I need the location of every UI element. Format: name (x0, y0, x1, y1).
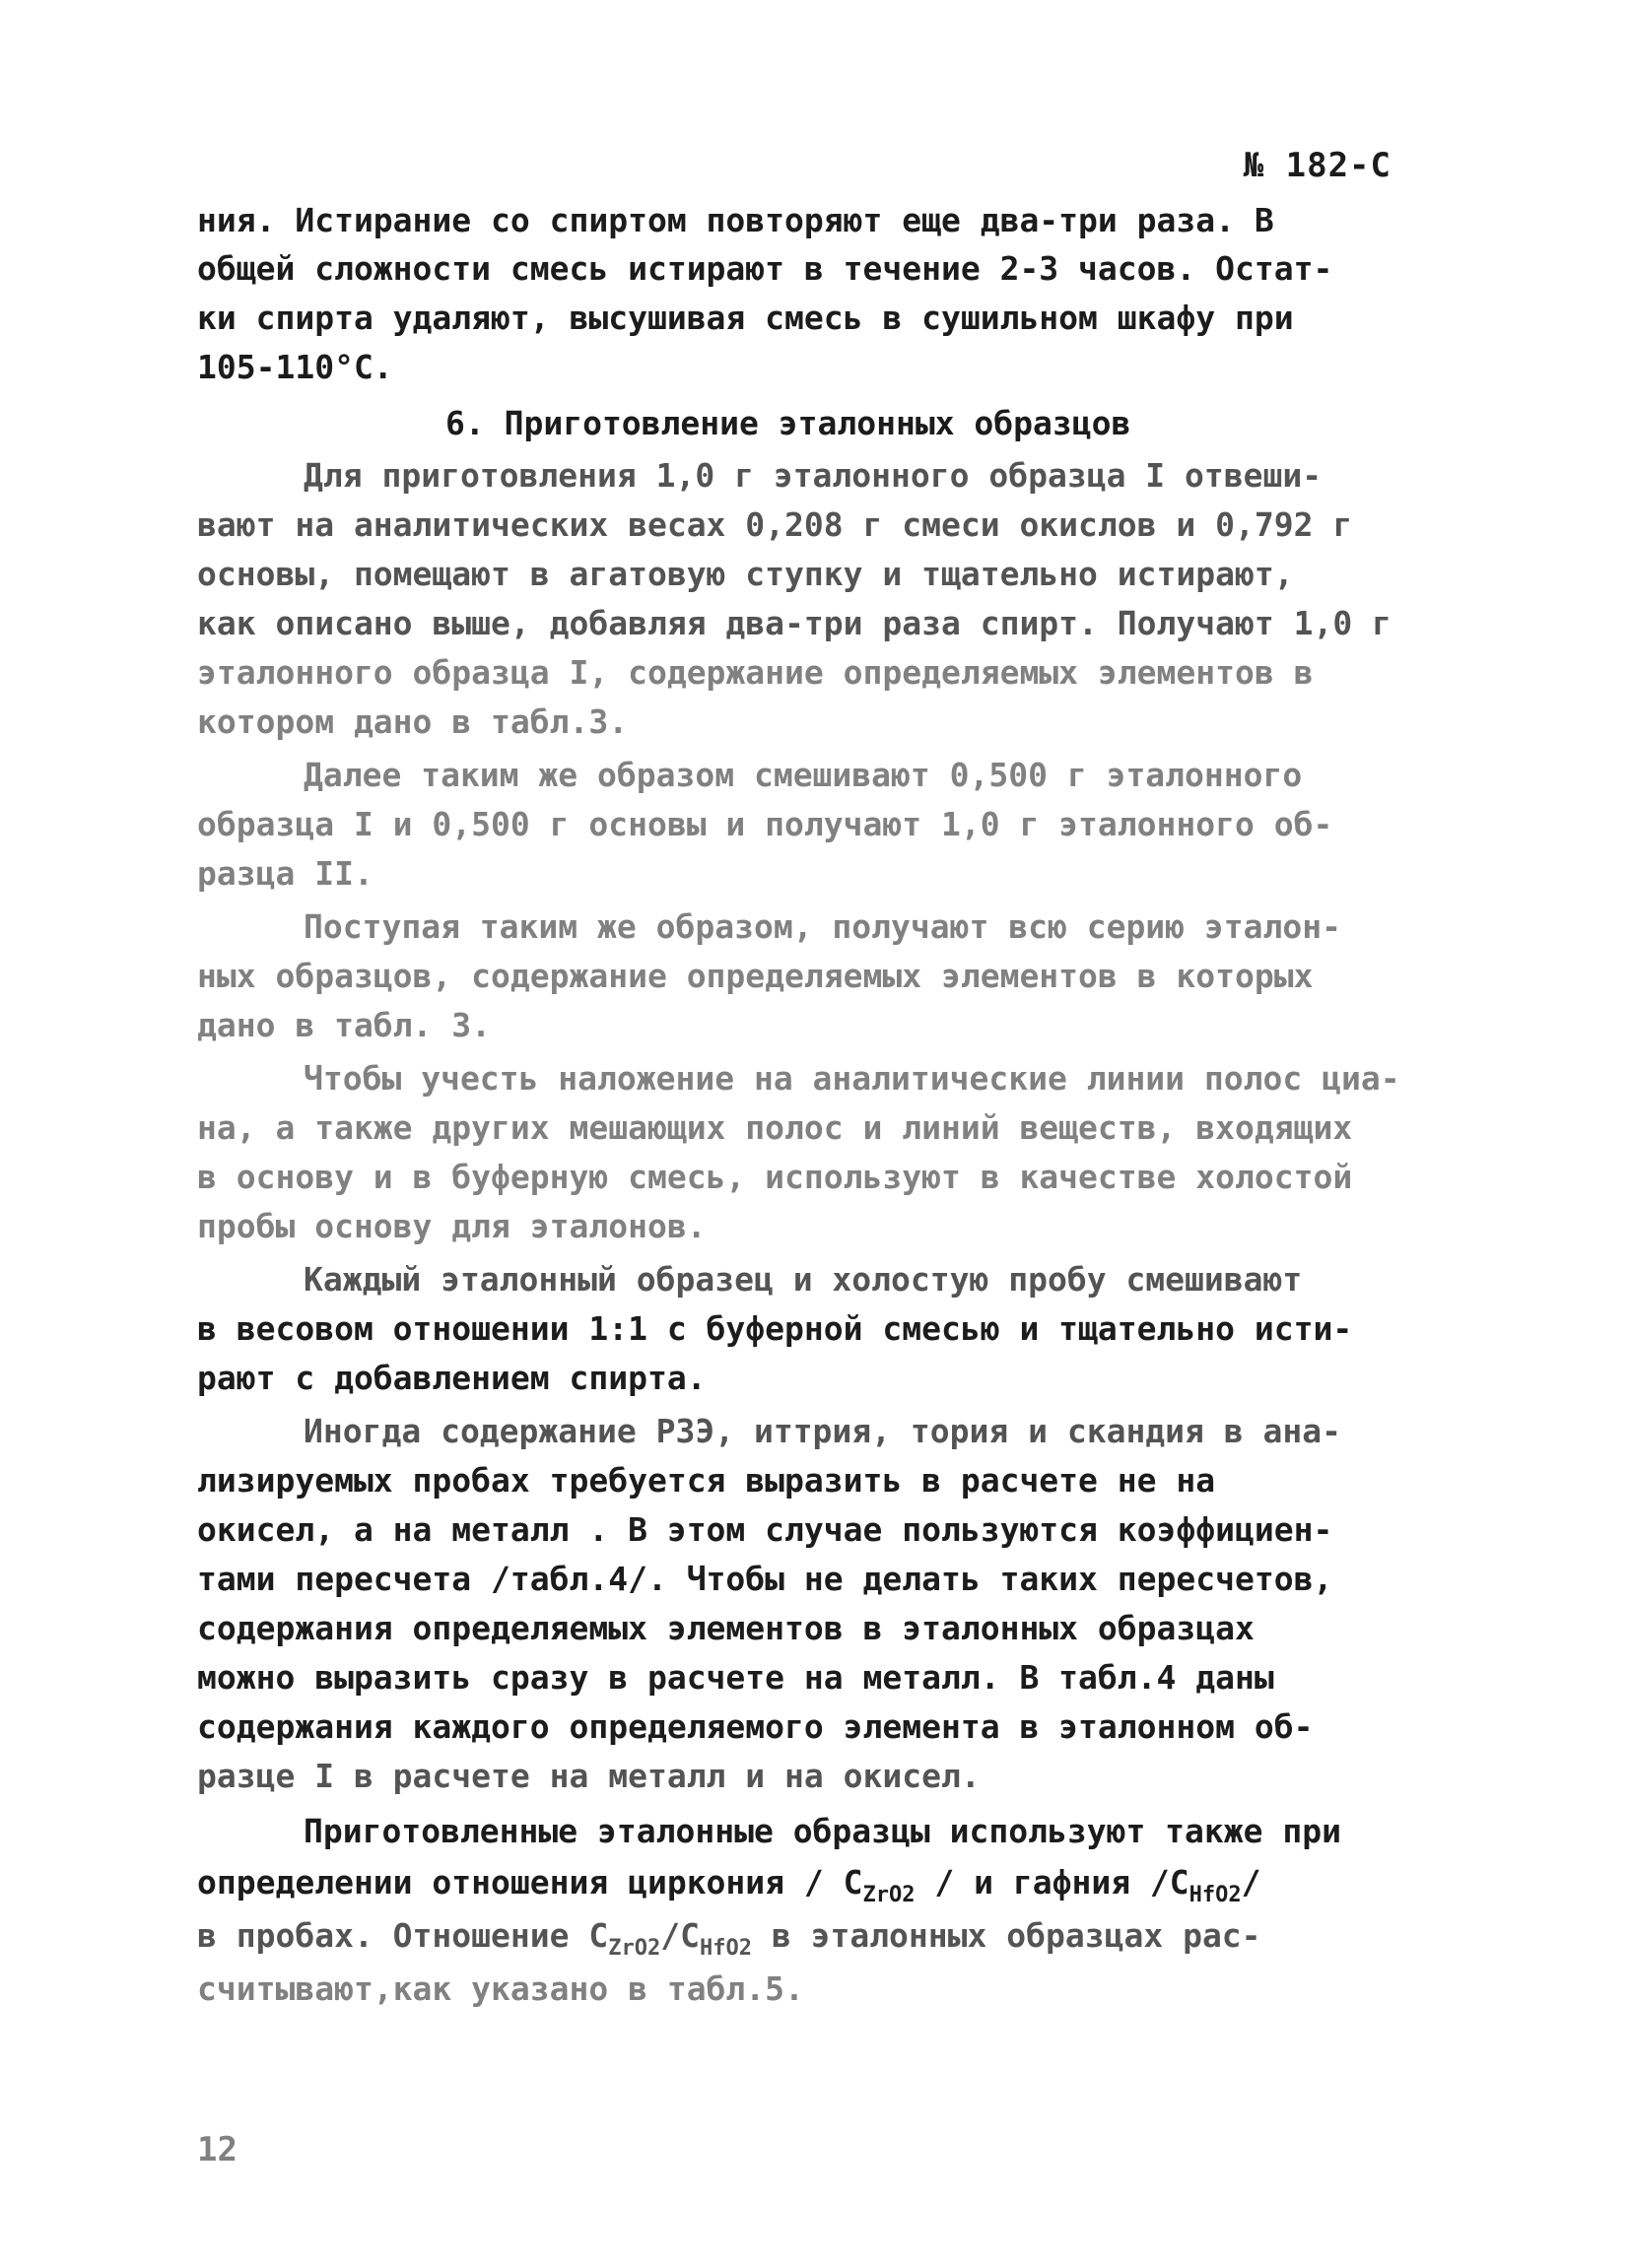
text-line: разце I в расчете на металл и на окисел. (197, 1757, 981, 1795)
text-line: ных образцов, содержание определяемых элементов в которых (197, 957, 1314, 995)
text-line: рают с добавлением спирта. (197, 1359, 707, 1397)
text-line: окисел, а на металл . В этом случае пользуются коэффициен- (197, 1510, 1333, 1549)
document-number: № 182-С (1243, 146, 1392, 185)
text-line: как описано выше, добавляя два-три раза спирт. Получают 1,0 г (197, 604, 1392, 642)
text-line: считывают,как указано в табл.5. (197, 1969, 804, 2008)
text-line: ния. Истирание со спиртом повторяют еще два-три раза. В (197, 201, 1274, 239)
text-line: основы, помещают в агатовую ступку и тщательно истирают, (197, 555, 1294, 593)
text-line-formula: в пробах. Отношение $C_{ZrO2}/C_{HfO2}$ в эталонных образцах рас- (197, 1916, 1261, 1961)
text-line: лизируемых пробах требуется выразить в расчете не на (197, 1461, 1216, 1500)
text-line: на, а также других мешающих полос и линий веществ, входящих (197, 1108, 1353, 1147)
text-line: Чтобы учесть наложение на аналитические линии полос циа- (304, 1059, 1400, 1098)
text-line: образца I и 0,500 г основы и получают 1,0 г эталонного об- (197, 805, 1333, 843)
text-line: тами пересчета /табл.4/. Чтобы не делать таких пересчетов, (197, 1560, 1333, 1598)
text-line: пробы основу для эталонов. (197, 1207, 707, 1245)
text-line: дано в табл. 3. (197, 1006, 492, 1044)
text-line: в весовом отношении 1:1 с буферной смесью и тщательно исти- (197, 1309, 1353, 1348)
text-line: содержания определяемых элементов в эталонных образцах (197, 1609, 1255, 1647)
text-line: Каждый эталонный образец и холостую пробу смешивают (304, 1260, 1303, 1299)
text-line: ки спирта удаляют, высушивая смесь в сушильном шкафу при (197, 299, 1294, 337)
text-line: Иногда содержание РЗЭ, иттрия, тория и скандия в ана- (304, 1412, 1341, 1450)
text-line: Далее таким же образом смешивают 0,500 г эталонного (304, 756, 1303, 794)
formula-text: определении отношения циркония / C (197, 1863, 863, 1901)
text-line: можно выразить сразу в расчете на металл. В табл.4 даны (197, 1658, 1274, 1697)
text-line: в основу и в буферную смесь, используют в качестве холостой (197, 1158, 1353, 1196)
text-line: разца II. (197, 854, 374, 893)
text-line: Поступая таким же образом, получают всю серию эталон- (304, 907, 1341, 946)
section-heading: 6. Приготовление эталонных образцов (445, 404, 1131, 442)
text-line: Приготовленные эталонные образцы используют также при (304, 1812, 1341, 1850)
text-line: эталонного образца I, содержание определяемых элементов в (197, 653, 1314, 692)
formula-text: в пробах. Отношение C (197, 1916, 609, 1955)
text-line: Для приготовления 1,0 г эталонного образца I отвеши- (304, 456, 1323, 495)
text-line: общей сложности смесь истирают в течение 2-3 часов. Остат- (197, 249, 1333, 288)
text-line: 105-110°С. (197, 348, 393, 386)
text-line: вают на аналитических весах 0,208 г смеси окислов и 0,792 г (197, 505, 1353, 544)
text-line-formula: определении отношения циркония / $C_{ZrO2}$ / и гафния $/C_{HfO2}/$ (197, 1863, 1261, 1907)
page-number: 12 (197, 2130, 238, 2169)
text-line: содержания каждого определяемого элемента в эталонном об- (197, 1707, 1314, 1746)
text-line: котором дано в табл.3. (197, 702, 629, 741)
